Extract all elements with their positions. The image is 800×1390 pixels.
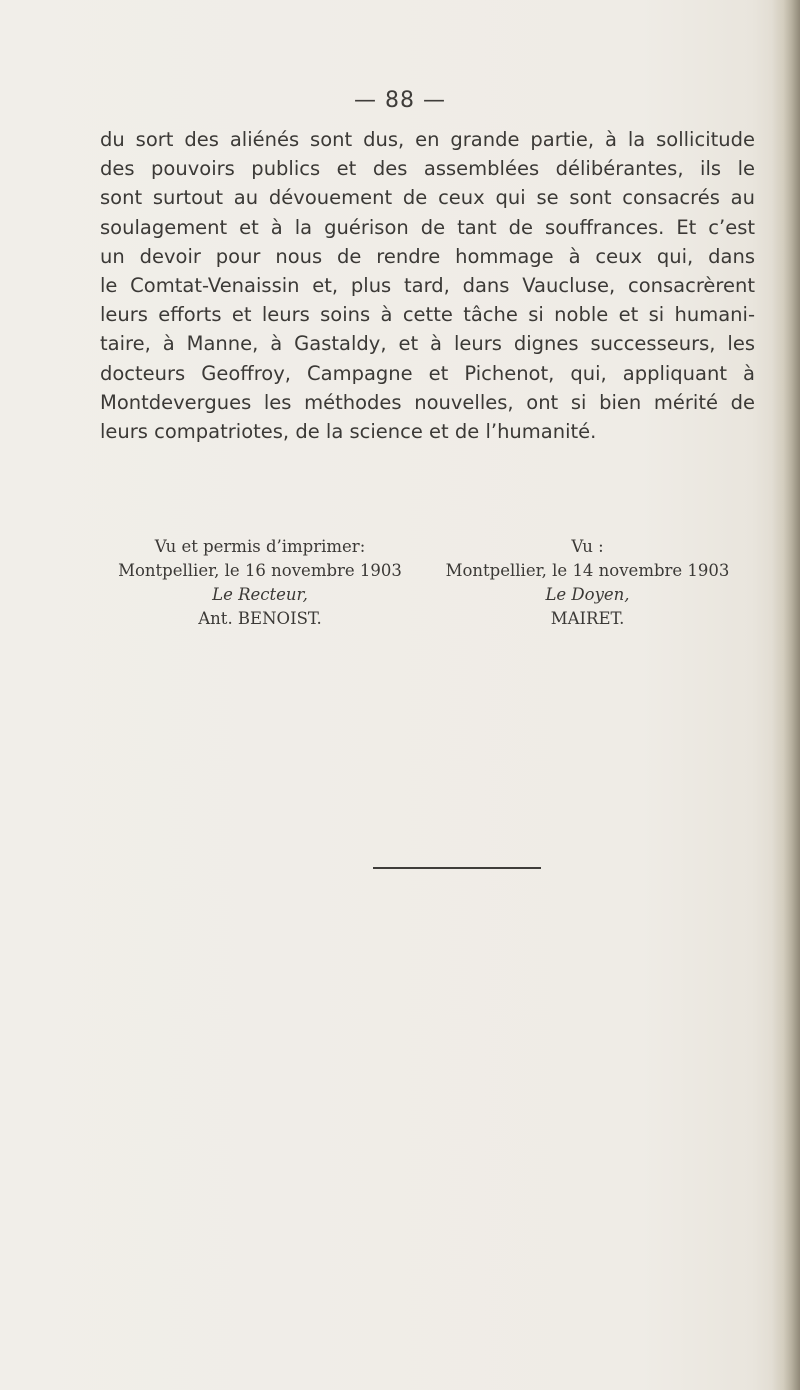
text-line: sont surtout au dévouement de ceux qui se sont consacrés au	[100, 186, 755, 210]
text-line: docteurs Geoffroy, Campagne et Pichenot, qui, appliquant à	[100, 361, 755, 385]
text-line: soulagement et à la guérison de tant de souffrances. Et c’est	[100, 215, 755, 239]
text-line: des pouvoirs publics et des assemblées délibérantes, ils le	[100, 157, 755, 181]
approval-dean	[420, 535, 755, 631]
approval-title: Le Doyen,	[545, 585, 630, 604]
approval-rector	[100, 535, 420, 631]
body-paragraph	[100, 125, 755, 446]
text-line: du sort des aliénés sont dus, en grande partie, à la sollicitude	[100, 128, 755, 151]
approval-place-date: Montpellier, le 14 novembre 1903	[445, 561, 730, 580]
text-line: leurs compatriotes, de la science et de l’humanité.	[100, 420, 597, 444]
text-line: Montdevergues les méthodes nouvelles, ont si bien mérité de	[100, 390, 755, 414]
page-edge-shadow	[772, 0, 800, 1390]
text-line: taire, à Manne, à Gastaldy, et à leurs dignes successeurs, les	[100, 332, 755, 356]
text-line: un devoir pour nous de rendre hommage à ceux qui, dans	[100, 244, 755, 268]
text-line: leurs efforts et leurs soins à cette tâche si noble et si humani-	[100, 303, 755, 327]
approval-name: MAIRET.	[550, 609, 625, 628]
approval-heading: Vu et permis d’imprimer:	[154, 537, 366, 556]
text-line: le Comtat-Venaissin et, plus tard, dans Vaucluse, consacrèrent	[100, 274, 755, 298]
end-rule	[373, 867, 541, 869]
approval-place-date: Montpellier, le 16 novembre 1903	[118, 561, 402, 580]
page-number: — 88 —	[354, 88, 446, 113]
approval-heading: Vu :	[571, 537, 604, 556]
approval-title: Le Recteur,	[212, 585, 308, 604]
approval-name: Ant. BENOIST.	[198, 609, 322, 628]
